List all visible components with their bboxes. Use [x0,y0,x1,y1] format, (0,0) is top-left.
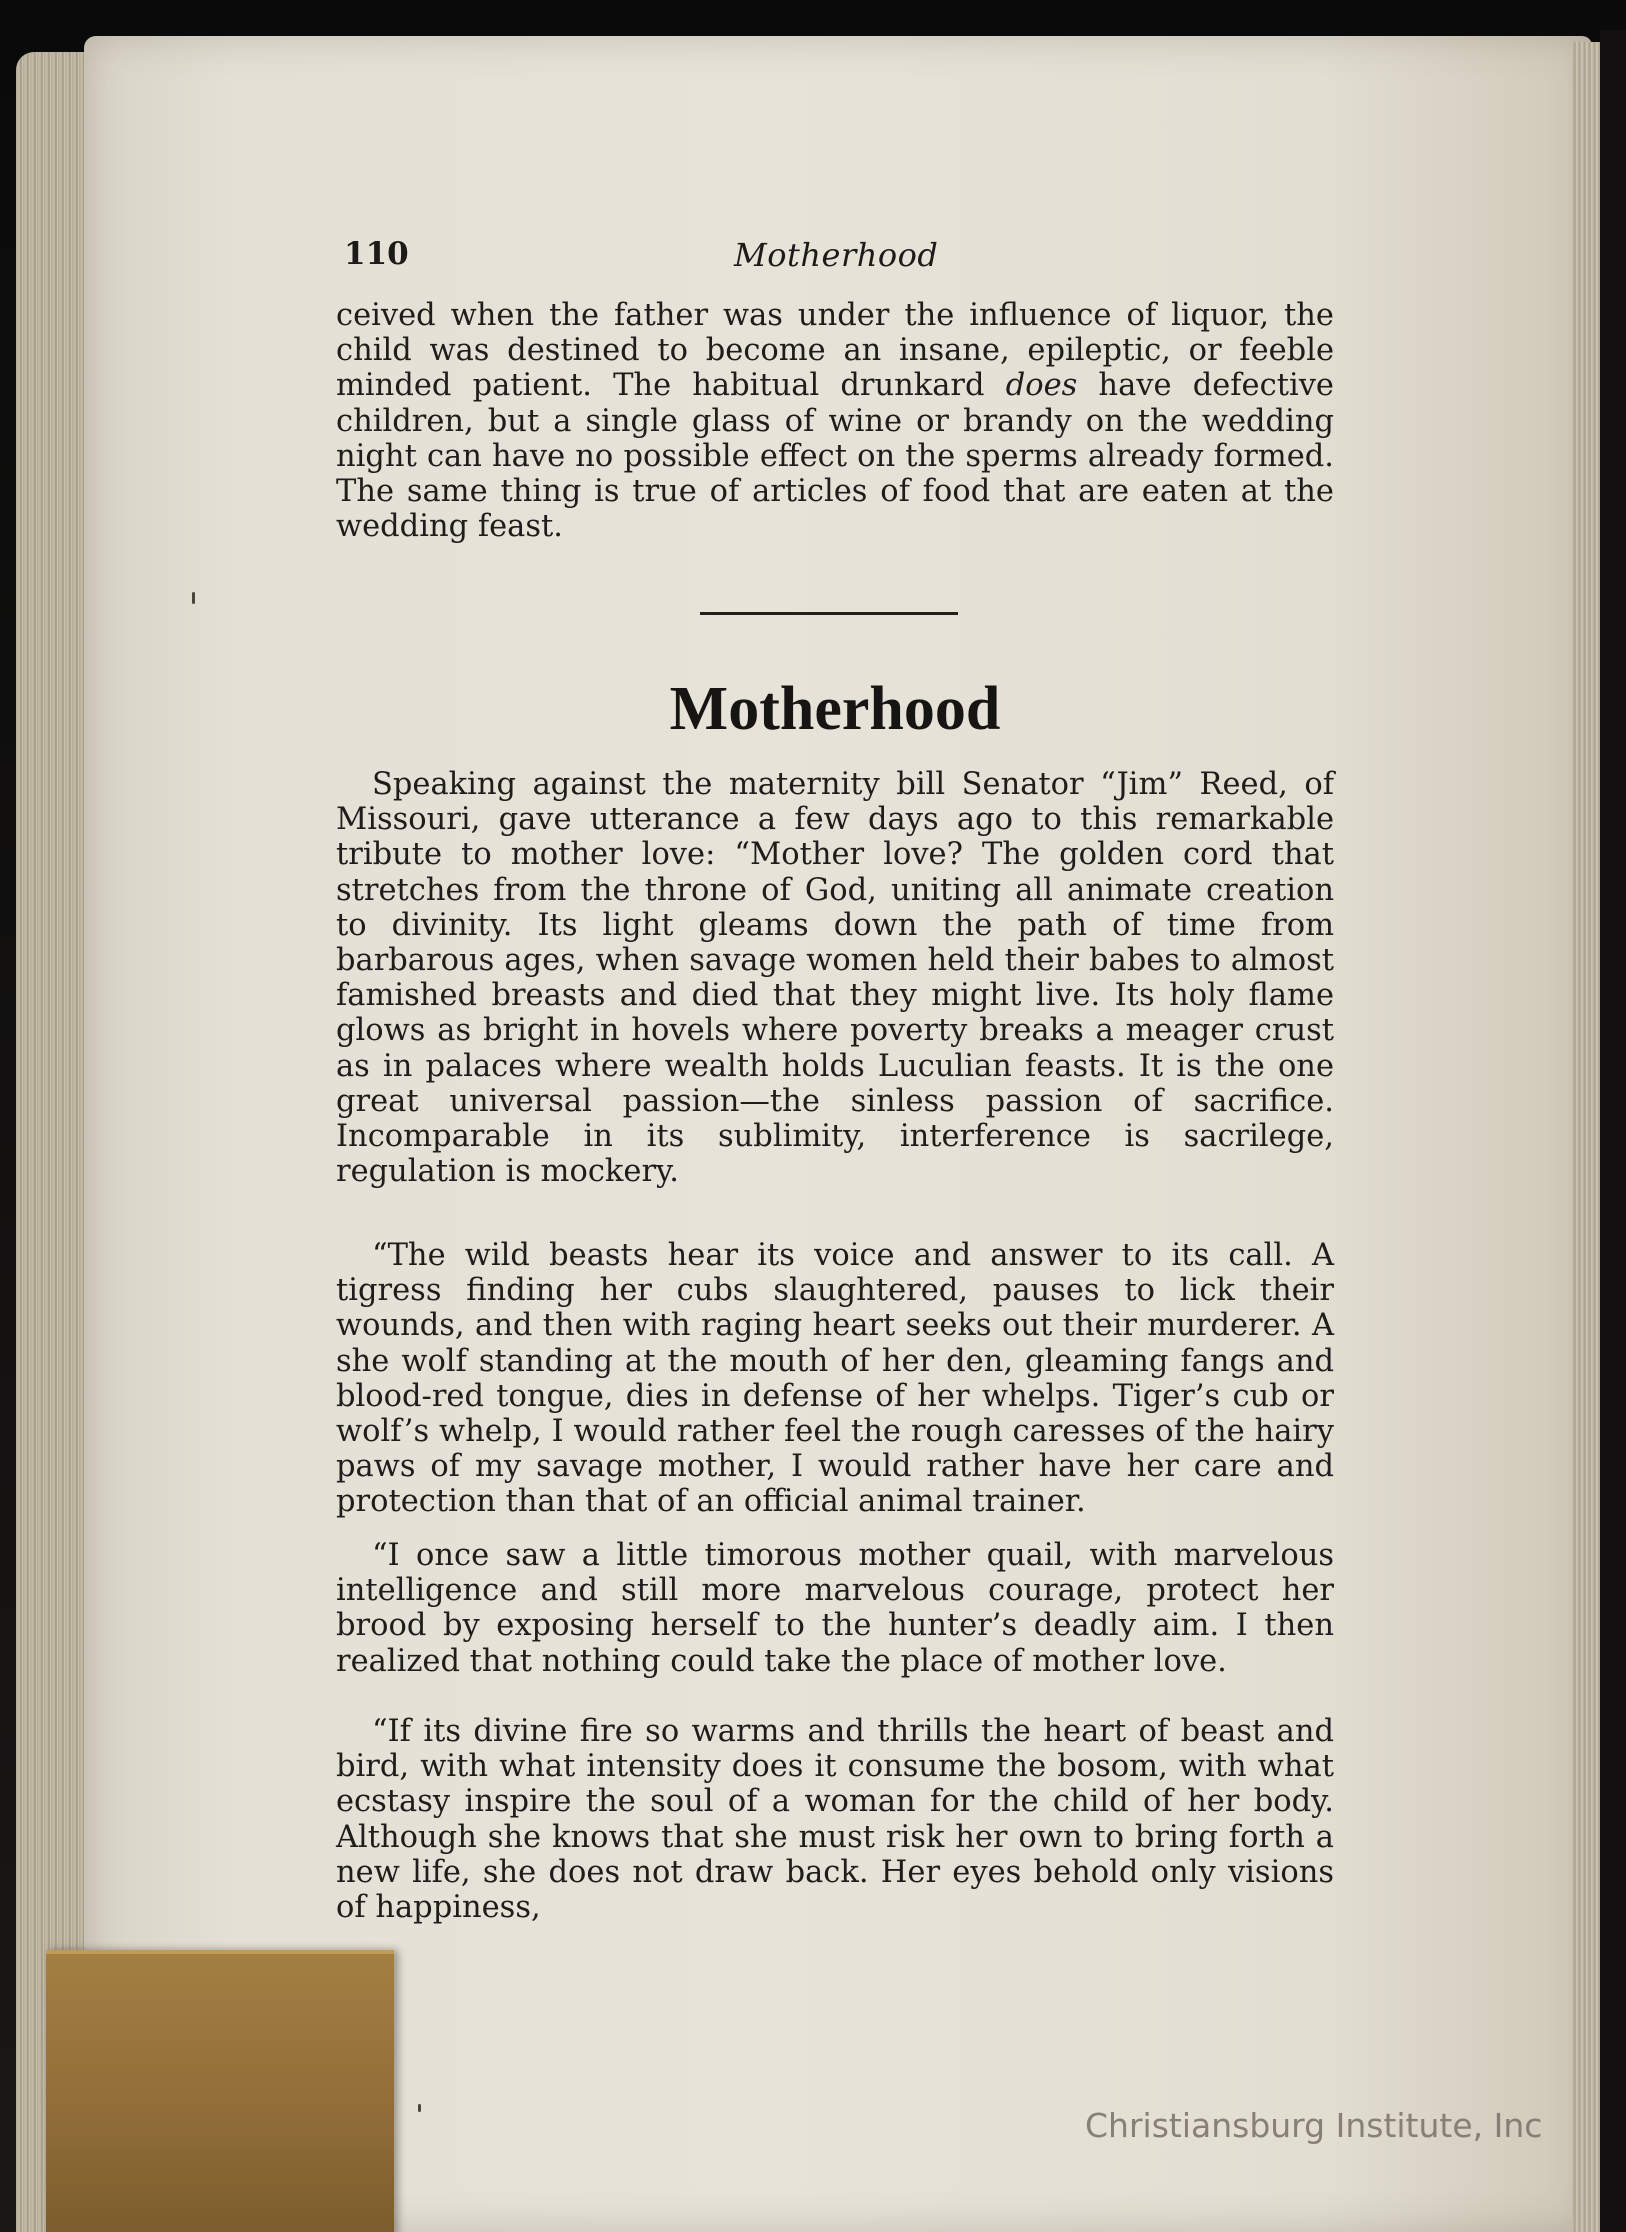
section-divider-rule [700,612,958,615]
paragraph-intro: Speaking against the maternity bill Senator “Jim” Reed, of Missouri, gave utterance a few days ago to this remarkable tribute to mother love: “Mother love? The golden cord that stretches from the throne of God, uniting all animate creation to divinity. Its light gleams down the path of time from barbarous ages, when savage women held their babes to almost famished breasts and died that they might live. Its holy flame glows as bright in hovels where poverty breaks a meager crust as in palaces where wealth holds Luculian feasts. It is the one great universal passion—the sinless passion of sacrifice. Incomparable in its sublimity, interference is sacrilege, regulation is mockery. [336,767,1334,1190]
paragraph-wild-beasts: “The wild beasts hear its voice and answer to its call. A tigress finding her cubs slaughtered, pauses to lick their wounds, and then with raging heart seeks out their murderer. A she wolf standing at the mouth of her den, gleaming fangs and blood-red tongue, dies in defense of her whelps. Tiger’s cub or wolf’s whelp, I would rather feel the rough caresses of the hairy paws of my savage mother, I would rather have her care and protection than that of an official animal trainer. [336,1238,1334,1520]
paragraph-text: have defective children, but a single glass of wine or brandy on the wedding night can have no possible effect on the sperms already formed. The same thing is true of articles of food that are eaten at the wedding feast. [336,368,1334,545]
section-title: Motherhood [669,675,1001,743]
bookmark-ribbon [46,1950,394,2232]
watermark: Christiansburg Institute, Inc [1085,2106,1543,2145]
paper-speck [418,2104,421,2112]
running-title: Motherhood [734,236,939,274]
paper-speck [192,592,195,604]
paragraph-continued [336,298,1334,544]
emphasis-text: does [1005,368,1078,404]
left-page-edges [16,52,90,2232]
paragraph-text: ceived when the father was under the influence of liquor, the child was destined to become an insane, epileptic, or feeble minded patient. The habitual drunkard [336,298,1334,404]
book-spine-shadow [1600,30,1626,2232]
page-header [344,236,1334,280]
page-number: 110 [344,236,409,272]
paragraph-quail: “I once saw a little timorous mother quail, with marvelous intelligence and still more marvelous courage, protect her brood by exposing herself to the hunter’s deadly aim. I then realized that nothing could take the place of mother love. [336,1538,1334,1679]
paragraph-divine-fire: “If its divine fire so warms and thrills the heart of beast and bird, with what intensity does it consume the bosom, with what ecstasy inspire the soul of a woman for the child of her body. Although she knows that she must risk her own to bring forth a new life, she does not draw back. Her eyes behold only visions of happiness, [336,1714,1334,1926]
